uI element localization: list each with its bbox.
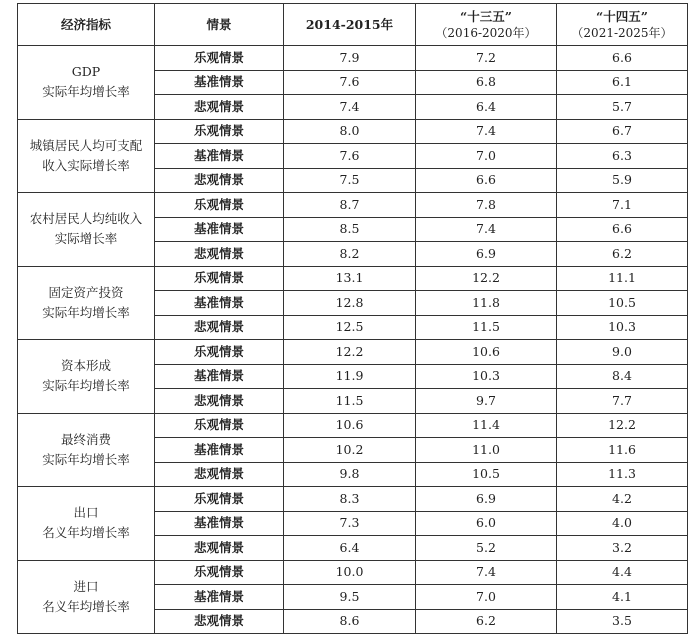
value-2016-2020-cell: 7.0 — [416, 144, 557, 169]
scenario-cell: 悲观情景 — [155, 168, 284, 193]
value-2021-2025-cell: 3.5 — [557, 609, 688, 634]
value-2021-2025-cell: 7.7 — [557, 389, 688, 414]
scenario-cell: 乐观情景 — [155, 340, 284, 365]
indicator-name-line1: 最终消费 — [60, 431, 111, 447]
value-2016-2020-cell: 7.2 — [416, 46, 557, 71]
table-row — [18, 413, 688, 438]
value-2014-2015-cell: 10.2 — [284, 438, 416, 463]
value-2021-2025-cell: 6.6 — [557, 46, 688, 71]
value-2014-2015-cell: 10.6 — [284, 413, 416, 438]
scenario-cell: 悲观情景 — [155, 462, 284, 487]
indicator-name-line1: 进口 — [73, 578, 99, 594]
value-2016-2020-cell: 7.8 — [416, 193, 557, 218]
table-row — [18, 487, 688, 512]
indicator-name-line1: GDP — [71, 64, 101, 80]
value-2014-2015-cell: 12.2 — [284, 340, 416, 365]
header-period-14th-fyp — [557, 4, 688, 46]
indicator-name-line1: 资本形成 — [60, 358, 111, 374]
value-2016-2020-cell: 7.0 — [416, 585, 557, 610]
value-2014-2015-cell: 8.0 — [284, 119, 416, 144]
value-2014-2015-cell: 7.4 — [284, 95, 416, 120]
value-2021-2025-cell: 11.6 — [557, 438, 688, 463]
value-2014-2015-cell: 8.3 — [284, 487, 416, 512]
value-2014-2015-cell: 8.6 — [284, 609, 416, 634]
indicator-name-line2: 名义年均增长率 — [42, 598, 130, 614]
table-row — [18, 560, 688, 585]
value-2021-2025-cell: 4.4 — [557, 560, 688, 585]
indicator-name-line1: 出口 — [73, 505, 99, 521]
value-2014-2015-cell: 8.7 — [284, 193, 416, 218]
value-2021-2025-cell: 5.7 — [557, 95, 688, 120]
scenario-cell: 悲观情景 — [155, 536, 284, 561]
value-2014-2015-cell: 11.5 — [284, 389, 416, 414]
scenario-cell: 乐观情景 — [155, 266, 284, 291]
value-2016-2020-cell: 11.8 — [416, 291, 557, 316]
value-2014-2015-cell: 6.4 — [284, 536, 416, 561]
value-2014-2015-cell: 7.6 — [284, 70, 416, 95]
header-13th-fyp-label: “十三五” — [460, 8, 512, 24]
scenario-cell: 基准情景 — [155, 217, 284, 242]
table-body — [18, 46, 688, 634]
value-2016-2020-cell: 7.4 — [416, 217, 557, 242]
indicator-cell — [18, 560, 155, 634]
value-2021-2025-cell: 8.4 — [557, 364, 688, 389]
value-2016-2020-cell: 10.6 — [416, 340, 557, 365]
indicator-name-line2: 实际年均增长率 — [42, 84, 130, 100]
value-2014-2015-cell: 10.0 — [284, 560, 416, 585]
header-scenario: 情景 — [155, 4, 284, 46]
value-2016-2020-cell: 10.3 — [416, 364, 557, 389]
value-2021-2025-cell: 6.1 — [557, 70, 688, 95]
indicator-name-line2: 实际年均增长率 — [42, 304, 130, 320]
value-2016-2020-cell: 10.5 — [416, 462, 557, 487]
table-row — [18, 119, 688, 144]
value-2021-2025-cell: 6.7 — [557, 119, 688, 144]
value-2014-2015-cell: 12.5 — [284, 315, 416, 340]
value-2016-2020-cell: 6.6 — [416, 168, 557, 193]
value-2016-2020-cell: 6.4 — [416, 95, 557, 120]
header-period-13th-fyp — [416, 4, 557, 46]
header-13th-fyp-years: （2016-2020年） — [435, 25, 537, 40]
scenario-cell: 基准情景 — [155, 438, 284, 463]
scenario-cell: 悲观情景 — [155, 389, 284, 414]
indicator-name-line1: 农村居民人均纯收入 — [29, 211, 143, 227]
indicator-cell — [18, 413, 155, 487]
value-2021-2025-cell: 7.1 — [557, 193, 688, 218]
value-2016-2020-cell: 6.9 — [416, 487, 557, 512]
value-2021-2025-cell: 3.2 — [557, 536, 688, 561]
value-2014-2015-cell: 13.1 — [284, 266, 416, 291]
value-2016-2020-cell: 6.2 — [416, 609, 557, 634]
value-2016-2020-cell: 7.4 — [416, 119, 557, 144]
value-2016-2020-cell: 11.5 — [416, 315, 557, 340]
value-2016-2020-cell: 6.0 — [416, 511, 557, 536]
indicator-cell — [18, 266, 155, 340]
value-2016-2020-cell: 11.4 — [416, 413, 557, 438]
value-2016-2020-cell: 12.2 — [416, 266, 557, 291]
value-2021-2025-cell: 11.1 — [557, 266, 688, 291]
indicator-name-line2: 名义年均增长率 — [42, 525, 130, 541]
value-2021-2025-cell: 10.3 — [557, 315, 688, 340]
value-2021-2025-cell: 5.9 — [557, 168, 688, 193]
value-2021-2025-cell: 12.2 — [557, 413, 688, 438]
indicator-name-line2: 收入实际增长率 — [42, 157, 130, 173]
value-2016-2020-cell: 9.7 — [416, 389, 557, 414]
indicator-cell — [18, 119, 155, 193]
scenario-cell: 乐观情景 — [155, 487, 284, 512]
indicator-name-line1: 城镇居民人均可支配 — [29, 137, 143, 153]
value-2016-2020-cell: 11.0 — [416, 438, 557, 463]
table-row — [18, 193, 688, 218]
scenario-cell: 乐观情景 — [155, 119, 284, 144]
value-2014-2015-cell: 11.9 — [284, 364, 416, 389]
value-2021-2025-cell: 9.0 — [557, 340, 688, 365]
value-2016-2020-cell: 6.8 — [416, 70, 557, 95]
indicator-cell — [18, 193, 155, 267]
indicator-name-line1: 固定资产投资 — [48, 284, 124, 300]
value-2021-2025-cell: 4.0 — [557, 511, 688, 536]
table-row — [18, 340, 688, 365]
forecast-table-container — [17, 3, 688, 634]
value-2016-2020-cell: 5.2 — [416, 536, 557, 561]
indicator-name-line2: 实际年均增长率 — [42, 378, 130, 394]
scenario-cell: 基准情景 — [155, 511, 284, 536]
scenario-cell: 乐观情景 — [155, 193, 284, 218]
indicator-name-line2: 实际增长率 — [54, 231, 118, 247]
scenario-cell: 悲观情景 — [155, 609, 284, 634]
value-2014-2015-cell: 9.8 — [284, 462, 416, 487]
value-2021-2025-cell: 6.3 — [557, 144, 688, 169]
value-2014-2015-cell: 7.6 — [284, 144, 416, 169]
indicator-cell — [18, 487, 155, 561]
value-2021-2025-cell: 4.2 — [557, 487, 688, 512]
value-2021-2025-cell: 4.1 — [557, 585, 688, 610]
scenario-cell: 基准情景 — [155, 291, 284, 316]
header-period-2014-2015: 2014-2015年 — [284, 4, 416, 46]
scenario-cell: 基准情景 — [155, 70, 284, 95]
indicator-name-line2: 实际年均增长率 — [42, 451, 130, 467]
value-2014-2015-cell: 7.5 — [284, 168, 416, 193]
scenario-cell: 基准情景 — [155, 144, 284, 169]
scenario-cell: 悲观情景 — [155, 315, 284, 340]
value-2014-2015-cell: 7.3 — [284, 511, 416, 536]
scenario-cell: 基准情景 — [155, 364, 284, 389]
scenario-cell: 乐观情景 — [155, 560, 284, 585]
header-indicator: 经济指标 — [18, 4, 155, 46]
value-2014-2015-cell: 12.8 — [284, 291, 416, 316]
table-row — [18, 46, 688, 71]
value-2016-2020-cell: 7.4 — [416, 560, 557, 585]
indicator-cell — [18, 340, 155, 414]
header-14th-fyp-years: （2021-2025年） — [571, 25, 673, 40]
value-2014-2015-cell: 7.9 — [284, 46, 416, 71]
header-row — [18, 4, 688, 46]
value-2021-2025-cell: 6.6 — [557, 217, 688, 242]
indicator-cell — [18, 46, 155, 120]
value-2016-2020-cell: 6.9 — [416, 242, 557, 267]
scenario-cell: 乐观情景 — [155, 413, 284, 438]
scenario-cell: 乐观情景 — [155, 46, 284, 71]
scenario-cell: 基准情景 — [155, 585, 284, 610]
table-row — [18, 266, 688, 291]
scenario-cell: 悲观情景 — [155, 242, 284, 267]
value-2021-2025-cell: 11.3 — [557, 462, 688, 487]
value-2014-2015-cell: 8.2 — [284, 242, 416, 267]
value-2021-2025-cell: 10.5 — [557, 291, 688, 316]
value-2014-2015-cell: 8.5 — [284, 217, 416, 242]
header-14th-fyp-label: “十四五” — [596, 8, 648, 24]
value-2021-2025-cell: 6.2 — [557, 242, 688, 267]
forecast-table — [17, 3, 688, 634]
scenario-cell: 悲观情景 — [155, 95, 284, 120]
value-2014-2015-cell: 9.5 — [284, 585, 416, 610]
